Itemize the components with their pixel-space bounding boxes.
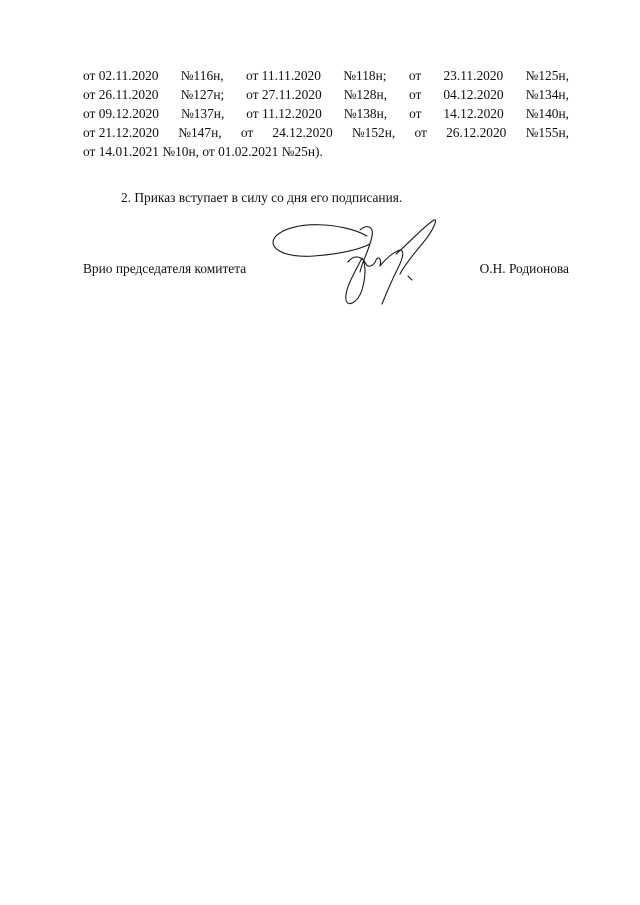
text-token: от 26.11.2020 xyxy=(83,87,159,102)
text-line xyxy=(83,142,569,161)
text-token: от 14.01.2021 №10н, от 01.02.2021 №25н). xyxy=(83,144,323,159)
text-token: от xyxy=(408,68,422,83)
signatory-position: Врио председателя комитета xyxy=(83,261,247,276)
text-token: от xyxy=(414,125,427,140)
text-token: №138н, xyxy=(343,106,388,121)
text-token: №137н, xyxy=(180,106,225,121)
text-token: 04.12.2020 xyxy=(443,87,504,102)
text-token: №116н, xyxy=(180,68,224,83)
text-token: №128н, xyxy=(343,87,388,102)
handwritten-signature xyxy=(262,214,442,310)
text-token: №118н; xyxy=(343,68,387,83)
text-token: №155н, xyxy=(525,125,569,140)
signatory-name: О.Н. Родионова xyxy=(479,261,569,276)
text-token: от xyxy=(240,125,254,140)
text-line xyxy=(83,85,569,104)
text-token: от xyxy=(408,87,422,102)
text-token: от 02.11.2020 xyxy=(83,68,159,83)
paragraph-2: 2. Приказ вступает в силу со дня его подписания. xyxy=(121,190,403,205)
text-token: №127н; xyxy=(180,87,225,102)
text-token: №147н, xyxy=(178,125,222,140)
text-token: 14.12.2020 xyxy=(443,106,504,121)
text-line xyxy=(83,123,569,142)
text-token: №140н, xyxy=(525,106,569,121)
text-line xyxy=(83,66,569,85)
text-line xyxy=(83,104,569,123)
text-token: 23.11.2020 xyxy=(443,68,504,83)
text-token: от 27.11.2020 xyxy=(246,87,322,102)
text-token: от 09.12.2020 xyxy=(83,106,159,121)
text-token: 24.12.2020 xyxy=(272,125,333,140)
text-token: от 11.12.2020 xyxy=(246,106,322,121)
text-token: №152н, xyxy=(351,125,396,140)
text-token: от xyxy=(409,106,422,121)
orders-list-paragraph xyxy=(83,66,569,161)
text-token: от 21.12.2020 xyxy=(83,125,159,140)
text-token: от 11.11.2020 xyxy=(245,68,321,83)
text-token: №134н, xyxy=(525,87,569,102)
text-token: 26.12.2020 xyxy=(446,125,507,140)
text-token: №125н, xyxy=(525,68,569,83)
